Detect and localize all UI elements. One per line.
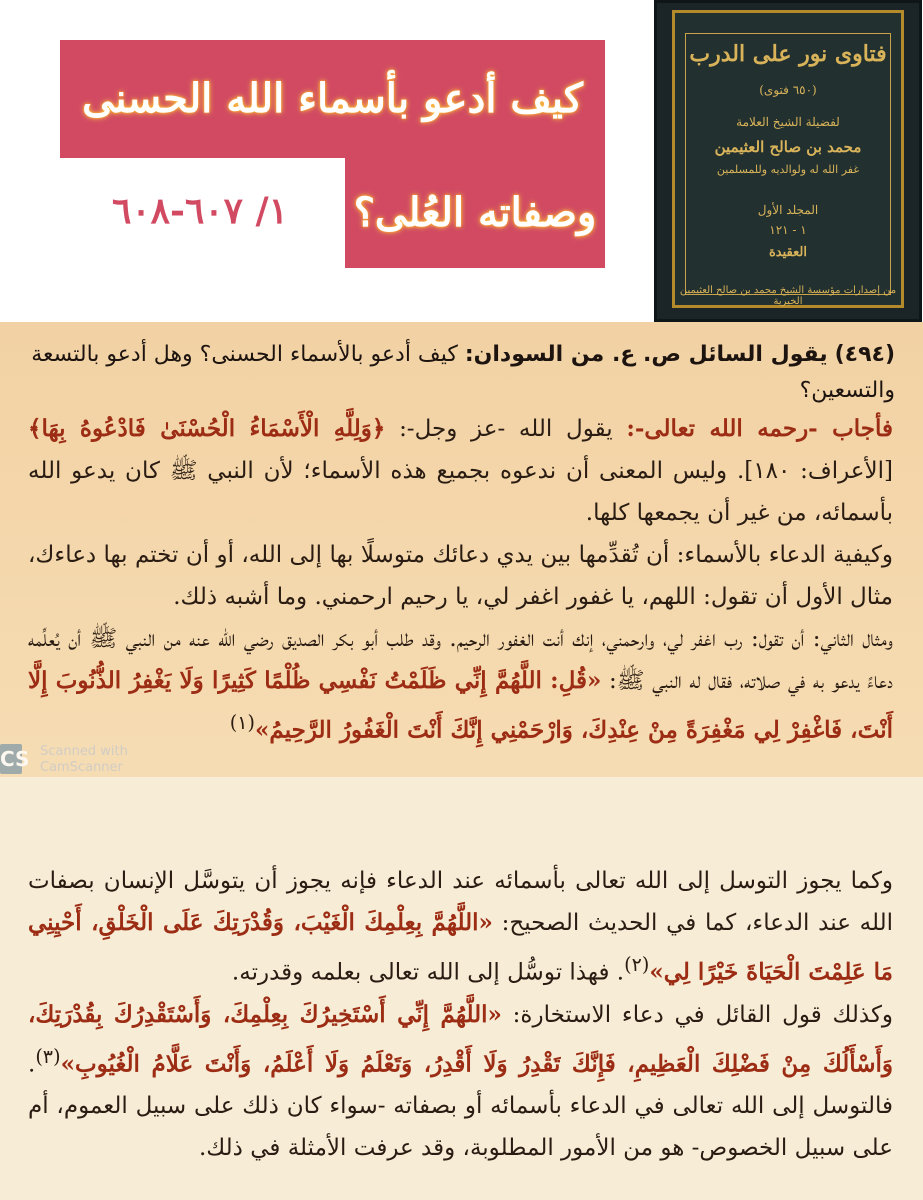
footnote-1: (١) (229, 711, 256, 734)
footnote-3: (٣) (35, 1044, 61, 1068)
paragraph-4 (28, 860, 893, 994)
paragraph-2: وكيفية الدعاء بالأسماء: أن تُقدِّمها بين يدي دعائك متوسلًا بها إلى الله، أو أن تختم بها دعاءك، مثال الأول أن تقول: اللهم، يا غفور اغفر لي، يا رحيم ارحمني. وما أشبه ذلك. (28, 542, 893, 610)
p4-hadith: «اللَّهُمَّ بِعِلْمِكَ الْغَيْبَ، وَقُدْرَتِكَ عَلَى الْخَلْقِ، أَحْيِنِي مَا عَلِمْتَ الْحَيَاةَ خَيْرًا لِي» (28, 909, 893, 986)
page-reference: ١/ ٦٠٧-٦٠٨ (111, 190, 288, 232)
book-author: محمد بن صالح العثيمين (714, 138, 862, 156)
book-author-prefix: لفضيلة الشيخ العلامة (736, 115, 840, 129)
header-banner (0, 0, 923, 322)
paragraph-1 (28, 408, 893, 534)
p5-intro: وكذلك قول القائل في دعاء الاستخارة: (512, 1001, 894, 1028)
question-text: كيف أدعو بالأسماء الحسنى؟ وهل أدعو بالتسعة والتسعين؟ (31, 342, 895, 403)
paragraph-3 (28, 618, 893, 752)
quran-verse: ﴿وَلِلَّهِ الْأَسْمَاءُ الْحُسْنَىٰ فَادْعُوهُ بِهَا﴾ (28, 415, 386, 442)
book-cover-frame (672, 10, 904, 308)
p1-intro: يقول الله -عز وجل-: (399, 416, 613, 442)
question-number: (٤٩٤) (834, 342, 895, 367)
book-publisher-1: من إصدارات (843, 285, 897, 296)
p3-hadith: «قُلِ: اللَّهُمَّ إِنِّي ظَلَمْتُ نَفْسِي ظُلْمًا كَثِيرًا وَلَا يَغْفِرُ الذُّنُوبَ إِلَّا أَنْتَ، فَاغْفِرْ لِي مَغْفِرَةً مِنْ عِنْدِكَ، وَارْحَمْنِي إِنَّكَ أَنْتَ الْغَفُورُ الرَّحِيمُ» (28, 667, 893, 744)
answer-intro: فأجاب -رحمه الله تعالى-: (626, 415, 894, 442)
question-header: يقول السائل ص. ع. من السودان: (464, 342, 828, 367)
book-cover-image (654, 0, 922, 322)
book-title: فتاوى نور على الدرب (689, 41, 887, 67)
paragraph-5 (28, 994, 893, 1170)
answer-part-1 (28, 408, 893, 752)
answer-part-2 (28, 860, 893, 1169)
p5-rest: . فالتوسل إلى الله تعالى في الدعاء بأسمائه أو بصفاته -سواء كان ذلك على سبيل العموم، أم على سبيل الخصوص- هو من الأمور المطلوبة، وقد عرفت الأمثلة في ذلك. (28, 1051, 893, 1162)
book-author-suffix: غفر الله له ولوالديه وللمسلمين (716, 163, 860, 176)
p4-intro: وكما يجوز التوسل إلى الله تعالى بأسمائه عند الدعاء فإنه يجوز أن يتوسَّل الإنسان بصفات الله عند الدعاء، كما في الحديث الصحيح: (28, 868, 893, 936)
book-publisher-2: مؤسسة الشيخ محمد بن صالح العثيمين الخيرية (679, 285, 841, 307)
question-block (28, 337, 895, 409)
book-subject: العقيدة (769, 245, 807, 260)
book-volume: المجلد الأول (757, 203, 819, 217)
book-count: (٦٥٠ فتوى) (759, 83, 817, 97)
footnote-2: (٢) (624, 953, 650, 976)
camscanner-logo: CS (0, 744, 22, 774)
p1-rest: [الأعراف: ١٨٠]. وليس المعنى أن ندعوه بجميع هذه الأسماء؛ لأن النبي ﷺ كان يدعو الله بأسمائه، من غير أن يجمعها كلها. (28, 458, 894, 526)
p5-hadith: «اللَّهُمَّ إِنِّي أَسْتَخِيرُكَ بِعِلْمِكَ، وَأَسْتَقْدِرُكَ بِقُدْرَتِكَ، وَأَسْأَلُكَ مِنْ فَضْلِكَ الْعَظِيمِ، فَإِنَّكَ تَقْدِرُ وَلَا أَقْدِرُ، وَتَعْلَمُ وَلَا أَعْلَمُ، وَأَنْتَ عَلَّامُ الْغُيُوبِ» (28, 1000, 893, 1078)
book-publisher (675, 285, 901, 307)
p4-rest: . فهذا توسُّل إلى الله تعالى بعلمه وقدرته. (231, 959, 625, 986)
title-line-2: وصفاته العُلى؟ (345, 158, 605, 268)
title-line-1: كيف أدعو بأسماء الله الحسنى (60, 40, 605, 158)
camscanner-watermark (0, 740, 230, 780)
book-volume-range: ١ - ١٢١ (769, 223, 807, 237)
camscanner-line-1: Scanned with (40, 744, 128, 759)
p3-intro: ومثال الثاني: أن تقول: رب اغفر لي، وارحمني، إنك أنت الغفور الرحيم. وقد طلب أبو بكر الصديق رضي الله عنه من النبي ﷺ أن يُعلِّمه دعاءً يدعو به في صلاته، فقال له النبي ﷺ: (28, 626, 894, 694)
camscanner-line-2: CamScanner (40, 760, 123, 775)
